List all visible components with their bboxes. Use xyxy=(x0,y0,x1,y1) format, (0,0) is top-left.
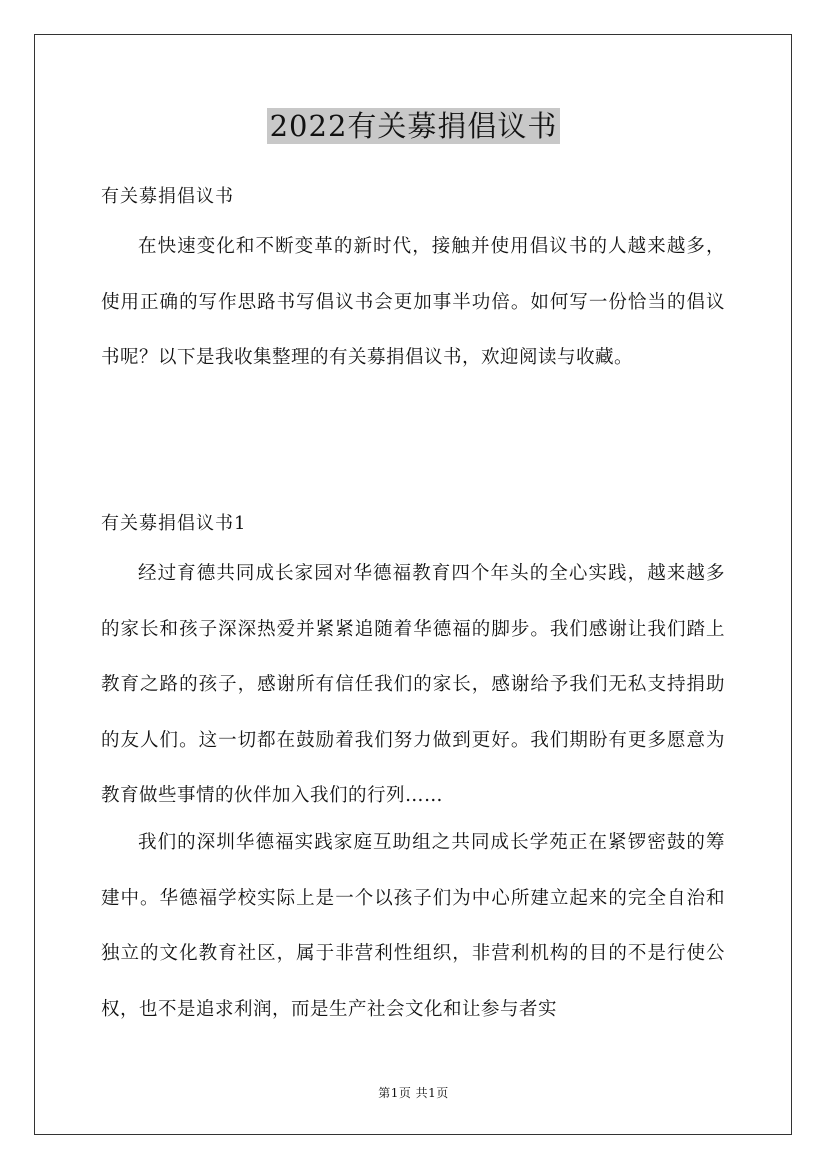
document-title-wrap xyxy=(0,104,827,145)
section-heading-1: 有关募捐倡议书1 xyxy=(101,513,247,534)
body-paragraph-1: 经过育德共同成长家园对华德福教育四个年头的全心实践，越来越多的家长和孩子深深热爱并紧紧追随着华德福的脚步。我们感谢让我们踏上教育之路的孩子，感谢所有信任我们的家长，感谢给予我们无私支持捐助的友人们。这一切都在鼓励着我们努力做到更好。我们期盼有更多愿意为教育做些事情的伙伴加入我们的行列…… xyxy=(101,563,725,806)
body-paragraph-2: 我们的深圳华德福实践家庭互助组之共同成长学苑正在紧锣密鼓的筹建中。华德福学校实际上是一个以孩子们为中心所建立起来的完全自治和独立的文化教育社区，属于非营利性组织，非营利机构的目的不是行使公权，也不是追求利润，而是生产社会文化和让参与者实 xyxy=(101,832,725,1020)
intro-paragraph: 在快速变化和不断变革的新时代，接触并使用倡议书的人越来越多，使用正确的写作思路书写倡议书会更加事半功倍。如何写一份恰当的倡议书呢？以下是我收集整理的有关募捐倡议书，欢迎阅读与收藏。 xyxy=(101,236,725,368)
section-heading-intro: 有关募捐倡议书 xyxy=(101,186,234,207)
page-footer: 第1页 共1页 xyxy=(378,1086,449,1100)
document-title: 2022有关募捐倡议书 xyxy=(267,108,561,144)
